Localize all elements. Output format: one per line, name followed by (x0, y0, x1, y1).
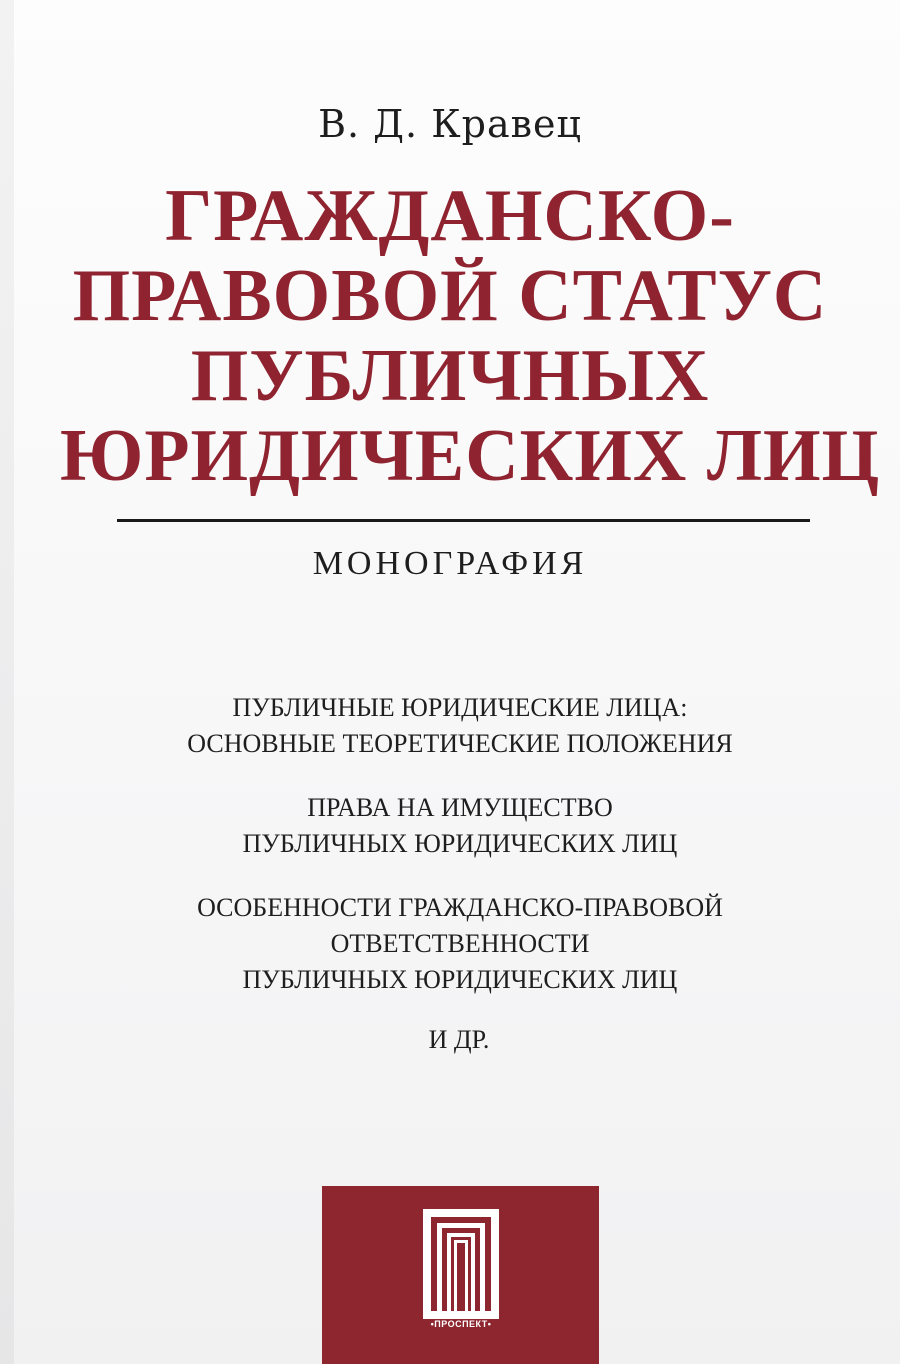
book-title (60, 175, 881, 497)
topic-line: ПУБЛИЧНЫХ ЮРИДИЧЕСКИХ ЛИЦ (242, 829, 678, 858)
title-divider (117, 519, 810, 522)
topic-item (0, 690, 900, 762)
topic-line: ПУБЛИЧНЫХ ЮРИДИЧЕСКИХ ЛИЦ (242, 965, 678, 994)
topic-line: ОСОБЕННОСТИ ГРАЖДАНСКО-ПРАВОВОЙ (197, 893, 723, 922)
topics-etc: И ДР. (428, 1025, 490, 1054)
topic-item (0, 890, 900, 998)
building-columns-icon (423, 1209, 499, 1319)
title-line: ПУБЛИЧНЫХ (190, 335, 710, 417)
publisher-logo (423, 1209, 499, 1339)
title-line: ПРАВОВОЙ СТАТУС (72, 255, 828, 337)
author-name: В. Д. Кравец (318, 102, 582, 146)
topic-line: ПУБЛИЧНЫЕ ЮРИДИЧЕСКИЕ ЛИЦА: (232, 693, 688, 722)
title-line: ГРАЖДАНСКО- (165, 175, 735, 257)
topic-item (0, 790, 900, 862)
title-line: ЮРИДИЧЕСКИХ ЛИЦ (60, 415, 881, 497)
topics-list (0, 690, 900, 1026)
topic-line: ПРАВА НА ИМУЩЕСТВО (307, 793, 613, 822)
book-subtitle: МОНОГРАФИЯ (312, 545, 588, 582)
topic-line: ОТВЕТСТВЕННОСТИ (330, 929, 590, 958)
cover-crease (0, 0, 14, 1364)
topic-line: ОСНОВНЫЕ ТЕОРЕТИЧЕСКИЕ ПОЛОЖЕНИЯ (187, 729, 733, 758)
publisher-block (322, 1186, 599, 1364)
publisher-name: •ПРОСПЕКТ• (430, 1319, 492, 1329)
